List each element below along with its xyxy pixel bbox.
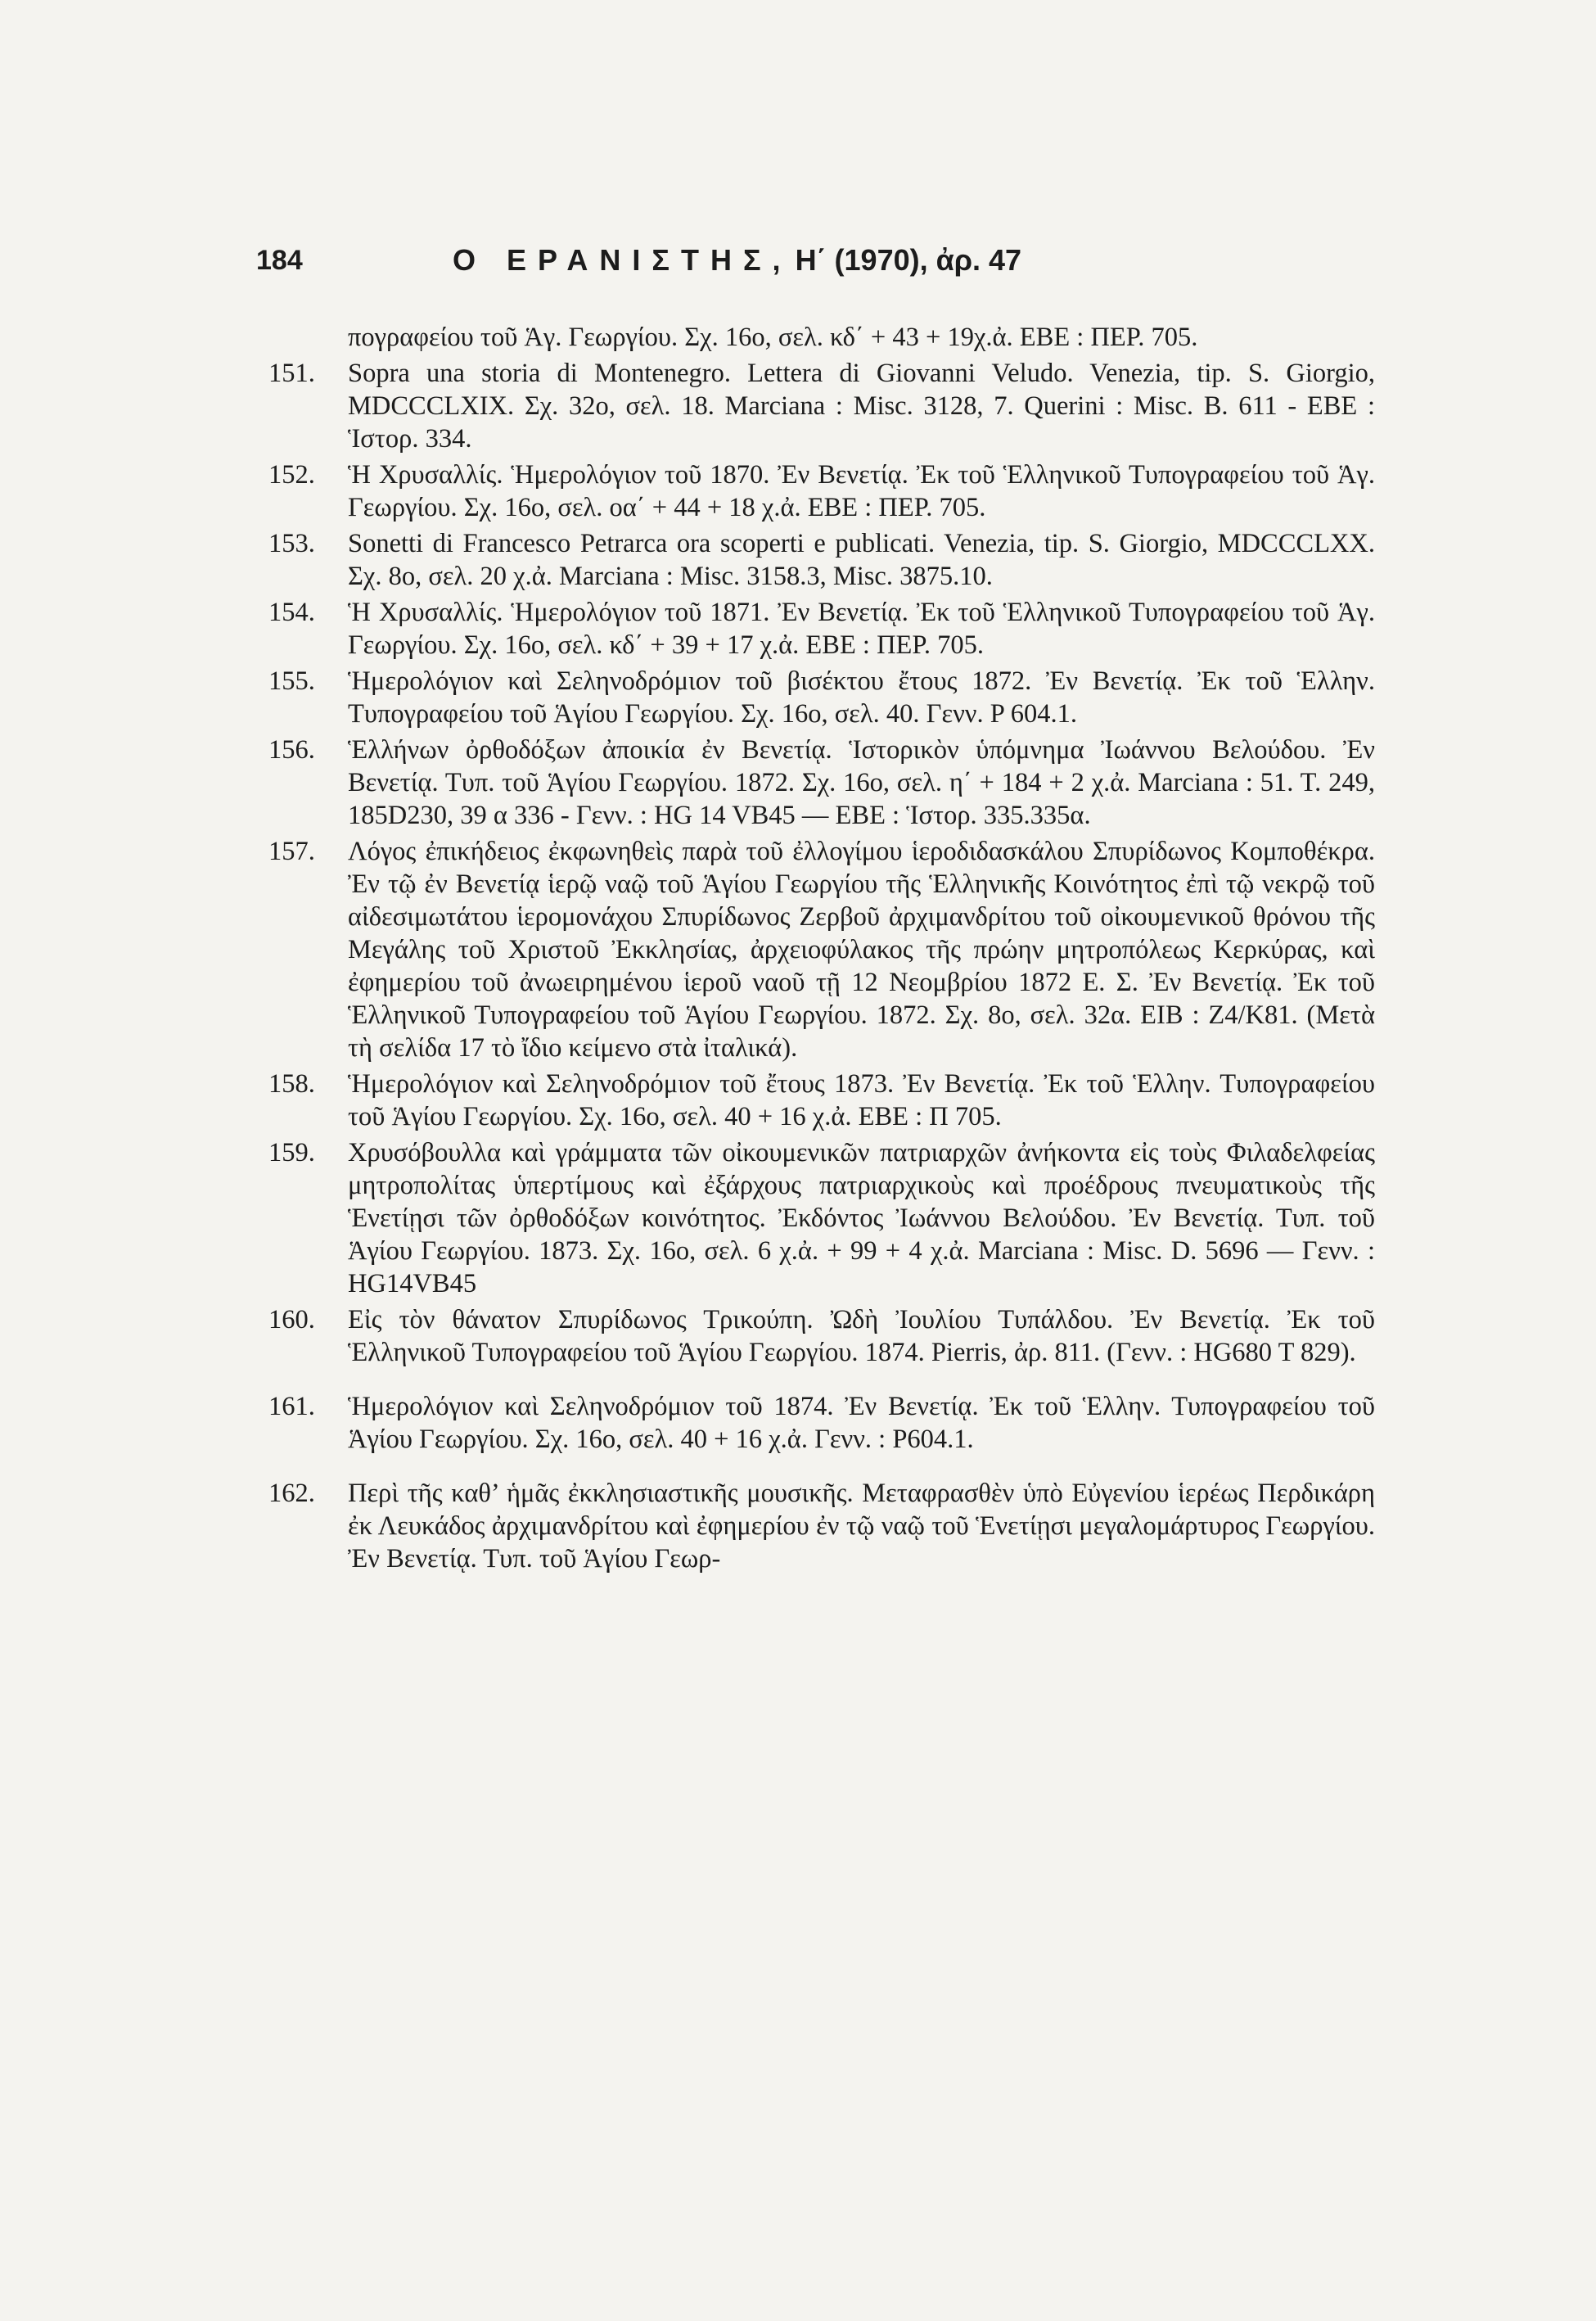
bibliography-entry (268, 1390, 1375, 1456)
bibliography-entry (268, 596, 1375, 662)
volume-year: Η΄ (1970), ἀρ. 47 (795, 243, 1022, 277)
entry-number: 151. (268, 359, 315, 388)
entry-text: Λόγος ἐπικήδειος ἐκφωνηθεὶς παρὰ τοῦ ἐλλογίμου ἱεροδιδασκάλου Σπυρίδωνος Κομποθέκρα. Ἐν τῷ ἐν Βενετίᾳ ἱερῷ ναῷ τοῦ Ἁγίου Γεωργίου τῆς Ἑλληνικῆς Κοινότητος ἐπὶ τῷ νεκρῷ τοῦ αἰδεσιμωτάτου ἱερομονάχου Σπυρίδωνος Ζερβοῦ ἀρχιμανδρίτου τοῦ οἰκουμενικοῦ θρόνου τῆς Μεγάλης τοῦ Χριστοῦ Ἐκκλησίας, ἀρχειοφύλακος τῆς πρώην μητροπόλεως Κερκύρας, καὶ ἐφημερίου τοῦ ἀνωειρημένου ἱεροῦ ναοῦ τῇ 12 Νεομβρίου 1872 Ε. Σ. Ἐν Βενετίᾳ. Ἐκ τοῦ Ἑλληνικοῦ Τυπογραφείου τοῦ Ἁγίου Γεωργίου. 1872. Σχ. 8ο, σελ. 32α. ΕΙΒ : Ζ4/Κ81. (Μετὰ τὴ σελίδα 17 τὸ ἴδιο κείμενο στὰ ἰταλικά). (348, 837, 1375, 1063)
entry-number: 154. (268, 598, 315, 627)
running-title (453, 236, 1021, 285)
entry-text: Εἰς τὸν θάνατον Σπυρίδωνος Τρικούπη. Ὠδὴ Ἰουλίου Τυπάλδου. Ἐν Βενετίᾳ. Ἐκ τοῦ Ἑλληνικοῦ Τυπογραφείου τοῦ Ἁγίου Γεωργίου. 1874. Pierris, ἀρ. 811. (Γενν. : HG680 T 829). (348, 1305, 1375, 1367)
journal-title: Ο ΕΡΑΝΙΣΤΗΣ, (453, 243, 792, 277)
bibliography-entry (268, 835, 1375, 1064)
page-number: 184 (256, 245, 303, 276)
entry-number: 161. (268, 1392, 315, 1421)
entry-text: Περὶ τῆς καθ’ ἡμᾶς ἐκκλησιαστικῆς μουσικῆς. Μεταφρασθὲν ὑπὸ Εὐγενίου ἱερέως Περδικάρη ἐκ Λευκάδος ἀρχιμανδρίτου καὶ ἐφημερίου ἐν τῷ ναῷ τοῦ Ἑνετίῃσι μεγαλομάρτυρος Γεωργίου. Ἐν Βενετίᾳ. Τυπ. τοῦ Ἁγίου Γεωρ- (348, 1479, 1375, 1574)
bibliography-entry (268, 357, 1375, 455)
entry-text: Ἡμερολόγιον καὶ Σεληνοδρόμιον τοῦ ἔτους 1873. Ἐν Βενετίᾳ. Ἐκ τοῦ Ἑλλην. Τυπογραφείου τοῦ Ἁγίου Γεωργίου. Σχ. 16ο, σελ. 40 + 16 χ.ἀ. ΕΒΕ : Π 705. (348, 1069, 1375, 1131)
entry-number: 158. (268, 1069, 315, 1099)
bibliography-entry (268, 458, 1375, 524)
entry-number: 157. (268, 837, 315, 866)
entry-continuation: πογραφείου τοῦ Ἁγ. Γεωργίου. Σχ. 16ο, σελ. κδ΄ + 43 + 19χ.ἀ. ΕΒΕ : ΠΕΡ. 705. (348, 323, 1198, 352)
entry-text: Χρυσόβουλλα καὶ γράμματα τῶν οἰκουμενικῶν πατριαρχῶν ἀνήκοντα εἰς τοὺς Φιλαδελφείας μητροπολίτας ὑπερτίμους καὶ ἐξάρχους πατριαρχικοὺς καὶ προέδρους πνευματικοὺς τῆς Ἑνετίῃσι τῶν ὀρθοδόξων κοινότητος. Ἐκδόντος Ἰωάννου Βελούδου. Ἐν Βενετίᾳ. Τυπ. τοῦ Ἁγίου Γεωργίου. 1873. Σχ. 16ο, σελ. 6 χ.ἀ. + 99 + 4 χ.ἀ. Marciana : Misc. D. 5696 — Γενν. : HG14VB45 (348, 1138, 1375, 1298)
entry-number: 162. (268, 1479, 315, 1508)
entry-text: Sopra una storia di Montenegro. Lettera di Giovanni Veludo. Venezia, tip. S. Giorgio, MDCCCLXIX. Σχ. 32ο, σελ. 18. Marciana : Misc. 3128, 7. Querini : Misc. B. 611 - ΕΒΕ : Ἱστορ. 334. (348, 359, 1375, 454)
bibliography-entry (268, 1477, 1375, 1575)
bibliography-entry (268, 1068, 1375, 1133)
entry-text: Ἡ Χρυσαλλίς. Ἡμερολόγιον τοῦ 1871. Ἐν Βενετίᾳ. Ἐκ τοῦ Ἑλληνικοῦ Τυπογραφείου τοῦ Ἁγ. Γεωργίου. Σχ. 16ο, σελ. κδ΄ + 39 + 17 χ.ἀ. ΕΒΕ : ΠΕΡ. 705. (348, 598, 1375, 660)
entry-number: 155. (268, 666, 315, 696)
bibliography-entry (268, 1136, 1375, 1300)
entry-number: 153. (268, 529, 315, 558)
entry-number: 152. (268, 460, 315, 490)
entry-text: Ἡμερολόγιον καὶ Σεληνοδρόμιον τοῦ 1874. Ἐν Βενετίᾳ. Ἐκ τοῦ Ἑλλην. Τυπογραφείου τοῦ Ἁγίου Γεωργίου. Σχ. 16ο, σελ. 40 + 16 χ.ἀ. Γενν. : P604.1. (348, 1392, 1375, 1454)
bibliography-list (268, 321, 1375, 1578)
entry-number: 160. (268, 1305, 315, 1334)
entry-number: 159. (268, 1138, 315, 1167)
bibliography-entry (268, 1303, 1375, 1369)
page-header (256, 236, 1361, 285)
bibliography-entry (268, 734, 1375, 832)
entry-text: Ἡμερολόγιον καὶ Σεληνοδρόμιον τοῦ βισέκτου ἔτους 1872. Ἐν Βενετίᾳ. Ἐκ τοῦ Ἑλλην. Τυπογραφείου τοῦ Ἁγίου Γεωργίου. Σχ. 16ο, σελ. 40. Γενν. P 604.1. (348, 666, 1375, 729)
entry-text: Ἡ Χρυσαλλίς. Ἡμερολόγιον τοῦ 1870. Ἐν Βενετίᾳ. Ἐκ τοῦ Ἑλληνικοῦ Τυπογραφείου τοῦ Ἁγ. Γεωργίου. Σχ. 16ο, σελ. οα΄ + 44 + 18 χ.ἀ. ΕΒΕ : ΠΕΡ. 705. (348, 460, 1375, 522)
bibliography-entry (268, 665, 1375, 730)
entry-number: 156. (268, 735, 315, 765)
entry-text: Ἑλλήνων ὀρθοδόξων ἀποικία ἐν Βενετίᾳ. Ἱστορικὸν ὑπόμνημα Ἰωάννου Βελούδου. Ἐν Βενετίᾳ. Τυπ. τοῦ Ἁγίου Γεωργίου. 1872. Σχ. 16ο, σελ. η΄ + 184 + 2 χ.ἀ. Marciana : 51. T. 249, 185D230, 39 α 336 - Γενν. : HG 14 VB45 — ΕΒΕ : Ἱστορ. 335.335α. (348, 735, 1375, 830)
bibliography-entry (268, 527, 1375, 593)
entry-text: Sonetti di Francesco Petrarca ora scoperti e publicati. Venezia, tip. S. Giorgio, MDCCCLXX. Σχ. 8ο, σελ. 20 χ.ἀ. Marciana : Misc. 3158.3, Misc. 3875.10. (348, 529, 1375, 591)
